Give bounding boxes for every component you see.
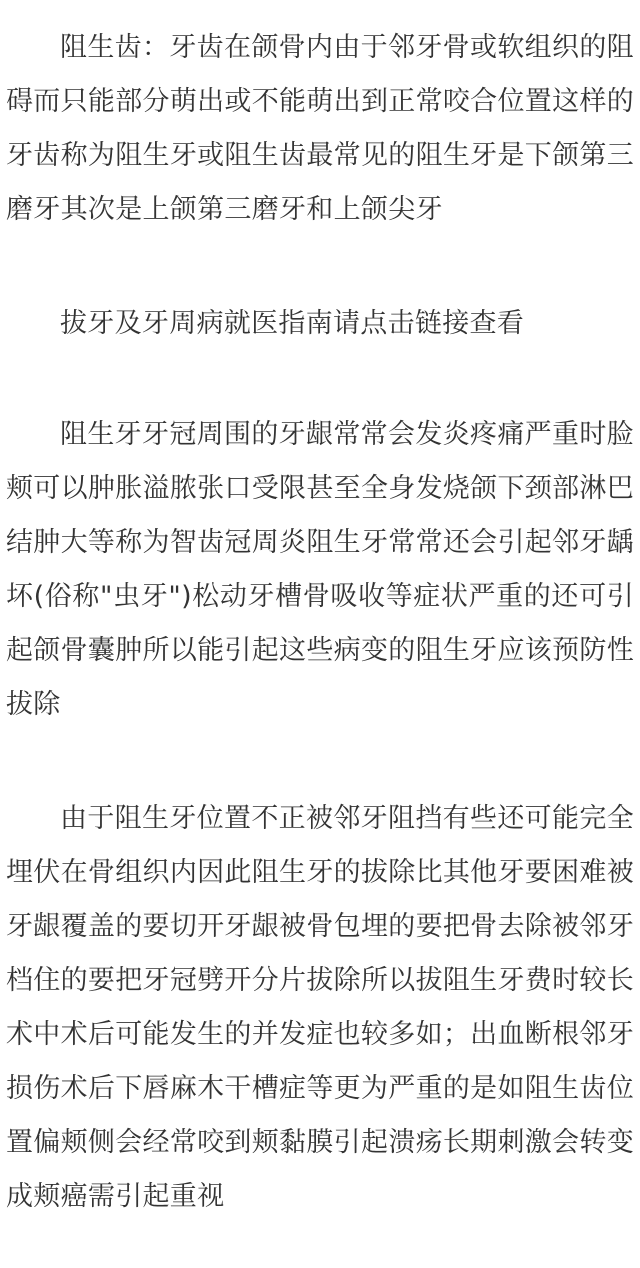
paragraph-impacted-tooth-definition: 阻生齿：牙齿在颌骨内由于邻牙骨或软组织的阻碍而只能部分萌出或不能萌出到正常咬合位置这样的牙齿称为阻生牙或阻生齿最常见的阻生牙是下颌第三磨牙其次是上颌第三磨牙和上颌尖牙 xyxy=(6,32,634,225)
paragraph-extraction-difficulty: 由于阻生牙位置不正被邻牙阻挡有些还可能完全埋伏在骨组织内因此阻生牙的拔除比其他牙要困难被牙龈覆盖的要切开牙龈被骨包埋的要把骨去除被邻牙档住的要把牙冠劈开分片拔除所以拔阻生牙费时较长术中术后可能发生的并发症也较多如；出血断根邻牙损伤术后下唇麻木干槽症等更为严重的是如阻生齿位置偏颊侧会经常咬到颊黏膜引起溃疡长期刺激会转变成颊癌需引起重视 xyxy=(6,803,634,1212)
paragraph-pericoronitis: 阻生牙牙冠周围的牙龈常常会发炎疼痛严重时脸颊可以肿胀溢脓张口受限甚至全身发烧颌下颈部淋巴结肿大等称为智齿冠周炎阻生牙常常还会引起邻牙龋坏(俗称"虫牙")松动牙槽骨吸收等症状严重的还可引起颌骨囊肿所以能引起这些病变的阻生牙应该预防性拔除 xyxy=(6,419,634,720)
paragraph-guide-link[interactable]: 拔牙及牙周病就医指南请点击链接查看 xyxy=(60,308,525,339)
